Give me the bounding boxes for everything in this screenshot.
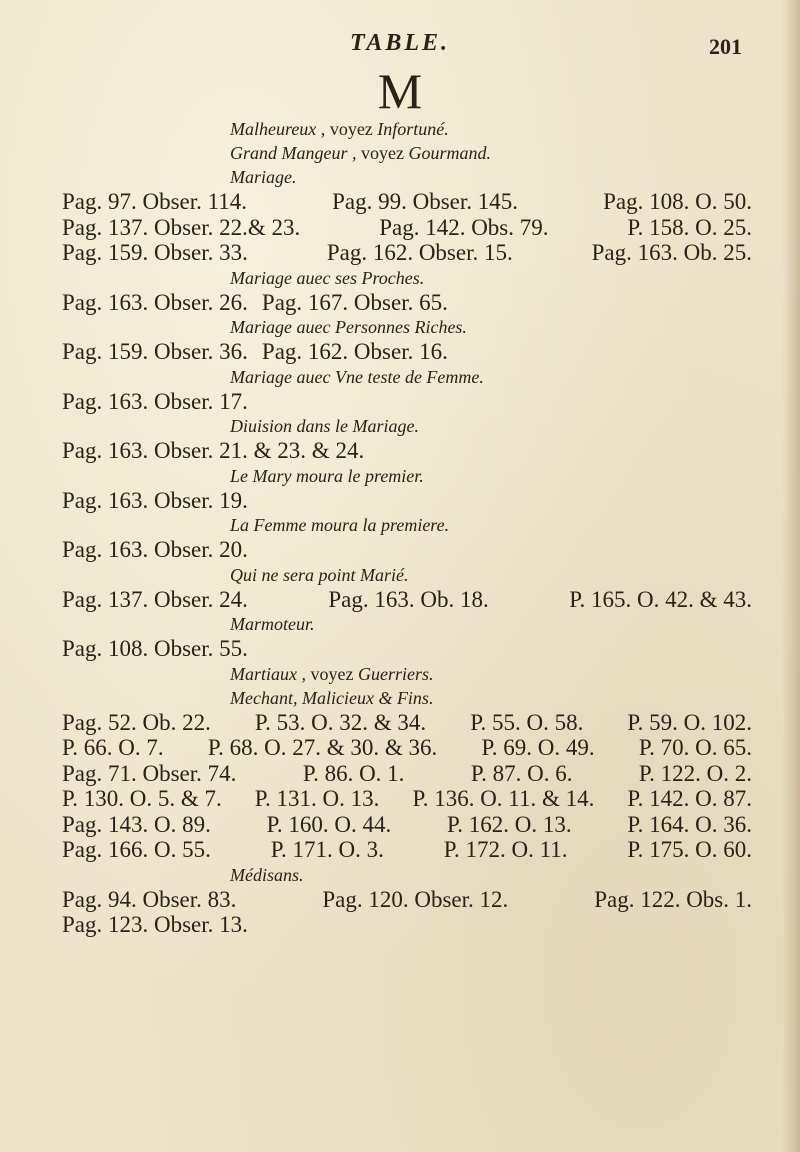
heading-term: Martiaux , [230, 663, 306, 684]
page-reference: Pag. 159. Obser. 33. [62, 240, 248, 265]
page-reference: Pag. 71. Obser. 74. [62, 760, 237, 786]
page-reference: P. 172. O. 11. [443, 837, 568, 862]
page-reference-line [62, 438, 752, 464]
page-reference-line [62, 215, 752, 241]
page-reference: P. 86. O. 1. [302, 760, 405, 786]
page-reference-line [62, 837, 752, 863]
heading-connector: voyez [325, 119, 378, 139]
heading-term: Diuision dans le Mariage. [230, 416, 419, 436]
page-reference-line [62, 587, 752, 613]
page-reference: P. 69. O. 49. [481, 735, 595, 760]
page-reference: P. 55. O. 58. [470, 709, 584, 735]
page-reference: Pag. 159. Obser. 36. [62, 339, 248, 364]
page-reference: Pag. 97. Obser. 114. [62, 189, 248, 214]
page-reference: Pag. 137. Obser. 24. [62, 586, 248, 612]
page-reference: P. 66. O. 7. [62, 735, 164, 760]
page-reference: Pag. 163. Obser. 20. [62, 537, 248, 562]
page-reference: Pag. 163. Obser. 21. & 23. & 24. [62, 438, 365, 463]
page-reference-line [62, 290, 752, 316]
page-reference: P. 175. O. 60. [627, 837, 752, 862]
page-reference: Pag. 167. Obser. 65. [261, 289, 448, 315]
index-heading [62, 141, 752, 165]
page-reference: Pag. 99. Obser. 145. [332, 189, 519, 214]
heading-term: Médisans. [230, 864, 304, 885]
index-heading [62, 563, 752, 587]
page-reference-line [62, 189, 752, 215]
index-heading [62, 365, 752, 389]
page-reference: Pag. 163. Ob. 18. [328, 586, 489, 612]
page-reference: Pag. 108. O. 50. [603, 189, 752, 214]
page-reference-line [62, 761, 752, 787]
page-reference-line [62, 636, 752, 662]
page-reference: P. 131. O. 13. [254, 786, 380, 811]
heading-term: Marmoteur. [230, 614, 315, 634]
index-heading [62, 513, 752, 537]
page-reference: P. 59. O. 102. [627, 709, 752, 735]
page-reference-line [62, 887, 752, 913]
page-reference: Pag. 52. Ob. 22. [62, 709, 211, 735]
heading-term: Guerriers. [357, 663, 434, 684]
page-reference: Pag. 143. O. 89. [62, 811, 211, 837]
heading-term: Mariage. [230, 167, 297, 187]
page-reference-line [62, 786, 752, 812]
page-reference: Pag. 166. O. 55. [62, 837, 211, 862]
index-heading [62, 612, 752, 636]
page-reference: P. 87. O. 6. [470, 760, 573, 786]
index-heading [62, 315, 752, 339]
page-reference: P. 68. O. 27. & 30. & 36. [207, 735, 438, 760]
index-heading [62, 662, 752, 686]
heading-term: Gourmand. [408, 143, 491, 163]
page-reference-line [62, 735, 752, 761]
page-reference: P. 136. O. 11. & 14. [412, 786, 595, 811]
heading-term: Mariage auec Personnes Riches. [230, 317, 467, 337]
heading-term: Le Mary moura le premier. [230, 465, 424, 486]
page-reference: P. 162. O. 13. [447, 811, 572, 837]
page-reference: Pag. 162. Obser. 15. [326, 240, 513, 265]
heading-term: Mariage auec ses Proches. [230, 267, 425, 288]
page-reference: P. 130. O. 5. & 7. [62, 786, 222, 811]
index-list [62, 117, 752, 938]
index-heading [62, 266, 752, 290]
heading-connector: voyez [356, 143, 409, 163]
heading-term: Qui ne sera point Marié. [230, 564, 409, 585]
heading-term: Malheureux , [230, 119, 326, 139]
page-reference-line [62, 488, 752, 514]
page-reference: Pag. 137. Obser. 22.& 23. [62, 214, 301, 240]
page-reference: Pag. 122. Obs. 1. [594, 886, 752, 912]
page-number: 201 [709, 34, 742, 59]
page-reference: P. 158. O. 25. [627, 214, 752, 240]
page-reference: P. 165. O. 42. & 43. [569, 586, 752, 612]
page-reference: Pag. 142. Obs. 79. [379, 214, 549, 240]
page-reference-line [62, 339, 752, 365]
page-reference: Pag. 163. Obser. 17. [62, 388, 248, 414]
index-heading [62, 863, 752, 887]
page-reference: P. 53. O. 32. & 34. [254, 709, 427, 735]
page-reference-line [62, 389, 752, 415]
page-reference: Pag. 162. Obser. 16. [261, 339, 448, 364]
index-heading [62, 117, 752, 141]
heading-term: Mariage auec Vne teste de Femme. [230, 366, 484, 387]
heading-term: Grand Mangeur , [230, 143, 357, 163]
index-heading [62, 464, 752, 488]
heading-term: Infortuné. [377, 119, 449, 139]
page-reference: P. 171. O. 3. [270, 837, 384, 862]
section-letter: M [377, 63, 423, 119]
index-heading [62, 686, 752, 710]
index-heading [62, 414, 752, 438]
heading-connector: voyez [306, 663, 358, 684]
page-reference: P. 70. O. 65. [638, 735, 752, 760]
page-reference-line [62, 240, 752, 266]
page-reference-line [62, 537, 752, 563]
page-reference: P. 142. O. 87. [627, 786, 752, 811]
page-edge-shadow [782, 0, 800, 1152]
page-reference: Pag. 163. Obser. 26. [62, 289, 248, 315]
page-reference-line [62, 912, 752, 938]
page-reference: Pag. 163. Obser. 19. [62, 487, 248, 513]
running-title: TABLE. [349, 30, 451, 56]
heading-term: La Femme moura la premiere. [230, 515, 450, 535]
page-reference: Pag. 123. Obser. 13. [62, 912, 248, 937]
page-reference-line [62, 812, 752, 838]
page-reference: P. 160. O. 44. [266, 811, 392, 837]
page-reference: P. 164. O. 36. [627, 811, 752, 837]
index-heading [62, 165, 752, 189]
page-reference: Pag. 94. Obser. 83. [62, 886, 237, 912]
heading-term: Mechant, Malicieux & Fins. [230, 687, 434, 708]
page-reference: Pag. 163. Ob. 25. [591, 240, 752, 265]
page-reference: Pag. 120. Obser. 12. [322, 886, 509, 912]
page-reference: P. 122. O. 2. [638, 760, 752, 786]
page-reference-line [62, 710, 752, 736]
page-reference: Pag. 108. Obser. 55. [62, 636, 248, 661]
